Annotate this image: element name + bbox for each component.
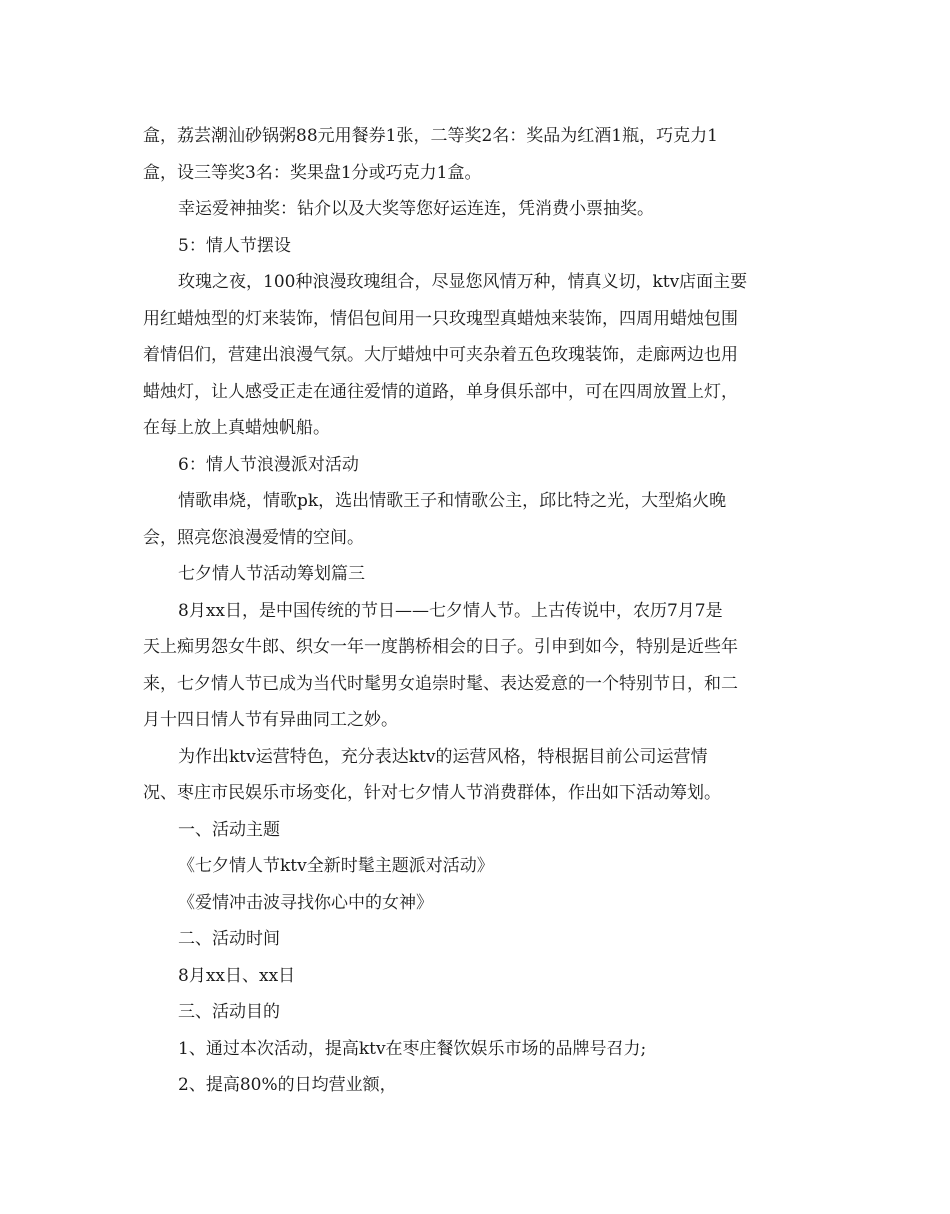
text-line: 一、活动主题 [178, 819, 280, 840]
text-line: 用红蜡烛型的灯来装饰，情侣包间用一只玫瑰型真蜡烛来装饰，四周用蜡烛包围 [143, 308, 738, 329]
text-line: 幸运爱神抽奖：钻介以及大奖等您好运连连，凭消费小票抽奖。 [178, 199, 654, 219]
text-line: 况、枣庄市民娱乐市场变化，针对七夕情人节消费群体，作出如下活动筹划。 [143, 783, 721, 803]
text-line: 《七夕情人节ktv全新时髦主题派对活动》 [178, 856, 494, 876]
text-line: 三、活动目的 [178, 1002, 280, 1022]
text-line: 《爱情冲击波寻找你心中的女神》 [178, 892, 433, 913]
text-line: 盒，设三等奖3名：奖果盘1分或巧克力1盒。 [143, 162, 482, 183]
text-line: 盒，荔芸潮汕砂锅粥88元用餐券1张，二等奖2名：奖品为红酒1瓶，巧克力1 [143, 126, 718, 146]
text-line: 玫瑰之夜，100种浪漫玫瑰组合，尽显您风情万种，情真义切，ktv店面主要 [178, 272, 748, 292]
text-line: 七夕情人节活动筹划篇三 [178, 564, 365, 584]
text-line: 2、提高80%的日均营业额， [178, 1075, 397, 1095]
text-line: 5：情人节摆设 [178, 235, 291, 256]
text-line: 8月xx日，是中国传统的节日——七夕情人节。上古传说中，农历7月7是 [178, 600, 723, 621]
text-line: 为作出ktv运营特色，充分表达ktv的运营风格，特根据目前公司运营情 [178, 746, 708, 767]
text-line: 着情侣们，营建出浪漫气氛。大厅蜡烛中可夹杂着五色玫瑰装饰，走廊两边也用 [143, 345, 738, 365]
text-line: 来，七夕情人节已成为当代时髦男女追崇时髦、表达爱意的一个特别节日，和二 [143, 673, 738, 694]
text-line: 6：情人节浪漫派对活动 [178, 454, 359, 475]
text-line: 天上痴男怨女牛郎、织女一年一度鹊桥相会的日子。引申到如今，特别是近些年 [143, 637, 738, 657]
text-line: 情歌串烧，情歌pk，选出情歌王子和情歌公主，邱比特之光，大型焰火晚 [178, 491, 727, 511]
text-line: 月十四日情人节有异曲同工之妙。 [143, 710, 398, 730]
text-line: 蜡烛灯，让人感受正走在通往爱情的道路，单身俱乐部中，可在四周放置上灯， [143, 381, 738, 402]
text-line: 二、活动时间 [178, 929, 280, 949]
text-line: 1、通过本次活动，提高ktv在枣庄餐饮娱乐市场的品牌号召力; [178, 1038, 647, 1059]
text-line: 8月xx日、xx日 [178, 965, 296, 986]
text-line: 会，照亮您浪漫爱情的空间。 [143, 527, 364, 548]
document-body [143, 118, 813, 1104]
text-line: 在每上放上真蜡烛帆船。 [143, 418, 330, 438]
